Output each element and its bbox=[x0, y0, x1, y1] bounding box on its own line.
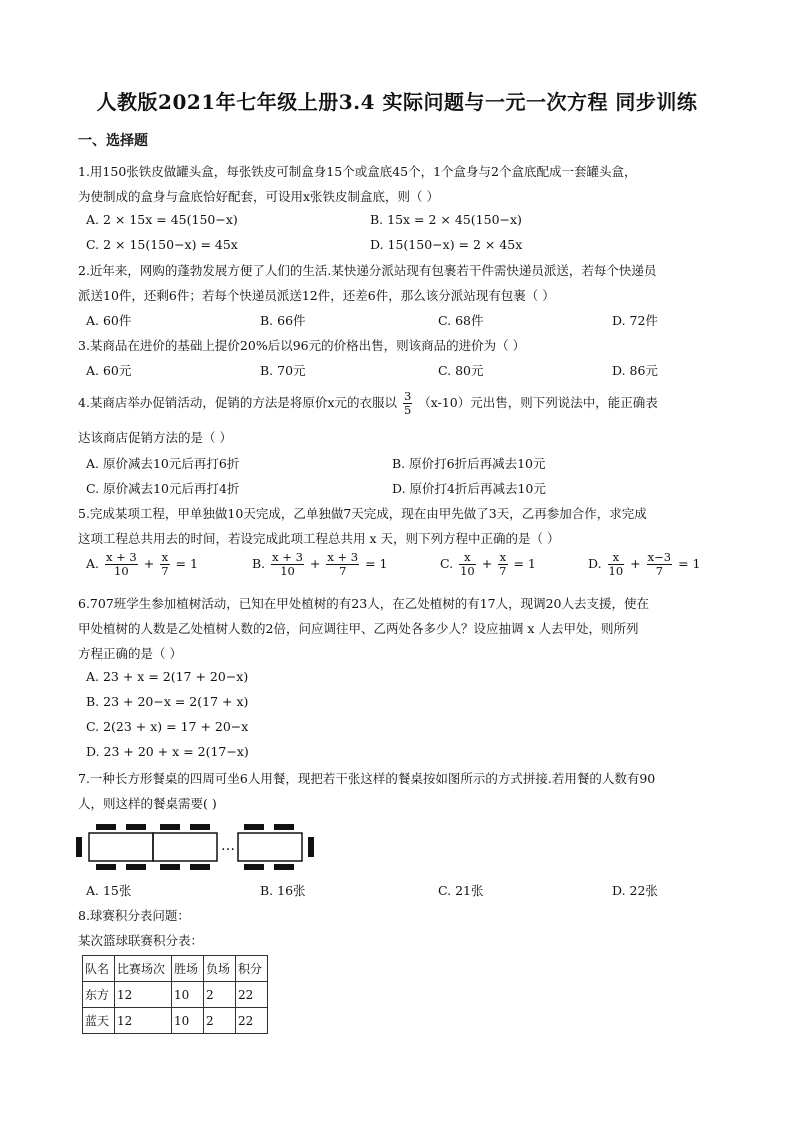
denominator: 10 bbox=[114, 564, 129, 578]
equation-rhs: = 1 bbox=[513, 556, 536, 571]
question-7-text-cont: 人，则这样的餐桌需要( ) bbox=[78, 796, 217, 811]
chair-end-right bbox=[308, 837, 314, 857]
q5-option-b bbox=[252, 551, 388, 578]
table-cell: 2 bbox=[204, 1008, 236, 1034]
numerator: x bbox=[608, 551, 625, 565]
table-row bbox=[83, 1008, 268, 1034]
question-4-text-cont: 达该商店促销方法的是（ ） bbox=[78, 430, 232, 445]
q1-option-b: B. 15x = 2 × 45(150−x) bbox=[370, 212, 522, 227]
q6-option-d: D. 23 + 20 + x = 2(17−x) bbox=[86, 744, 249, 759]
question-6-text-cont: 甲处植树的人数是乙处植树人数的2倍，问应调往甲、乙两处各多少人？设应抽调 x 人去甲处，则所列 bbox=[78, 621, 639, 636]
operator: + bbox=[143, 556, 155, 571]
equation-rhs: = 1 bbox=[678, 556, 701, 571]
q7-option-b: B. 16张 bbox=[260, 883, 306, 898]
table-arrangement-diagram bbox=[76, 820, 316, 876]
question-1-text: 1.用150张铁皮做罐头盒，每张铁皮可制盒身15个或盒底45个，1个盒身与2个盒底配成一套罐头盒， bbox=[78, 164, 637, 179]
question-5-text: 5.完成某项工程，甲单独做10天完成，乙单独做7天完成，现在由甲先做了3天，乙再参加合作，求完成 bbox=[78, 506, 647, 521]
numerator: x bbox=[161, 550, 169, 564]
numerator: x + 3 bbox=[272, 550, 303, 564]
question-4-text bbox=[78, 390, 658, 417]
table-row bbox=[83, 982, 268, 1008]
question-5-text-cont: 这项工程总共用去的时间，若设完成此项工程总共用 x 天，则下列方程中正确的是（ ） bbox=[78, 531, 560, 546]
page-title: 人教版2021年七年级上册3.4 实际问题与一元一次方程 同步训练 bbox=[96, 90, 698, 114]
table-header-cell: 积分 bbox=[236, 956, 268, 982]
fraction bbox=[498, 551, 507, 578]
chair bbox=[190, 864, 210, 870]
q4-option-c: C. 原价减去10元后再打4折 bbox=[86, 481, 240, 496]
q4-fraction-numerator: 3 bbox=[403, 389, 412, 403]
q3-option-c: C. 80元 bbox=[438, 363, 484, 378]
chair bbox=[96, 824, 116, 830]
fraction bbox=[271, 551, 304, 578]
q2-option-c: C. 68件 bbox=[438, 313, 484, 328]
fraction bbox=[459, 551, 476, 578]
table-cell: 东方 bbox=[83, 982, 115, 1008]
chair bbox=[126, 824, 146, 830]
denominator: 7 bbox=[339, 564, 347, 578]
q7-option-c: C. 21张 bbox=[438, 883, 484, 898]
fraction bbox=[160, 551, 169, 578]
table-header-cell: 比赛场次 bbox=[115, 956, 172, 982]
operator: + bbox=[481, 556, 493, 571]
fraction bbox=[326, 551, 359, 578]
chair bbox=[244, 864, 264, 870]
table-cell: 蓝天 bbox=[83, 1008, 115, 1034]
fraction bbox=[647, 551, 672, 578]
table-cell: 12 bbox=[115, 982, 172, 1008]
denominator: 7 bbox=[655, 564, 664, 578]
chair bbox=[126, 864, 146, 870]
chair-end-left bbox=[76, 837, 82, 857]
question-6-text-cont2: 方程正确的是（ ） bbox=[78, 646, 182, 661]
q3-option-d: D. 86元 bbox=[612, 363, 658, 378]
q4-option-d: D. 原价打4折后再减去10元 bbox=[392, 481, 546, 496]
question-3-text: 3.某商品在进价的基础上提价20%后以96元的价格出售，则该商品的进价为（ ） bbox=[78, 338, 526, 353]
numerator: x + 3 bbox=[327, 550, 359, 564]
table-header-cell: 队名 bbox=[83, 956, 115, 982]
q1-option-d: D. 15(150−x) = 2 × 45x bbox=[370, 237, 523, 252]
question-1-text-cont: 为使制成的盒身与盒底恰好配套，可设用x张铁皮制盒底，则（ ） bbox=[78, 189, 440, 204]
table-cell: 22 bbox=[236, 982, 268, 1008]
denominator: 10 bbox=[608, 564, 624, 578]
q5-option-a bbox=[86, 551, 198, 578]
q4-text-before: 4.某商店举办促销活动，促销的方法是将原价x元的衣服以 bbox=[78, 395, 397, 410]
q2-option-a: A. 60件 bbox=[86, 313, 132, 328]
table-header-cell: 胜场 bbox=[172, 956, 204, 982]
chair bbox=[160, 824, 180, 830]
question-2-text-cont: 派送10件，还剩6件；若每个快递员派送12件，还差6件，那么该分派站现有包裹（ ） bbox=[78, 288, 555, 303]
q4-option-a: A. 原价减去10元后再打6折 bbox=[86, 456, 240, 471]
dining-table bbox=[238, 833, 302, 861]
q1-option-c: C. 2 × 15(150−x) = 45x bbox=[86, 237, 238, 252]
numerator: x bbox=[499, 550, 507, 564]
equation-rhs: = 1 bbox=[175, 556, 198, 571]
chair bbox=[274, 864, 294, 870]
numerator: x bbox=[459, 551, 476, 565]
denominator: 7 bbox=[499, 564, 507, 578]
option-label: C. bbox=[440, 556, 454, 571]
ellipsis-text: … bbox=[221, 838, 235, 854]
q4-option-b: B. 原价打6折后再减去10元 bbox=[392, 456, 546, 471]
q4-fraction-denominator: 5 bbox=[403, 403, 412, 417]
question-6-text: 6.707班学生参加植树活动，已知在甲处植树的有23人，在乙处植树的有17人，现调20人去支援，使在 bbox=[78, 596, 650, 611]
chair bbox=[274, 824, 294, 830]
chair bbox=[160, 864, 180, 870]
operator: + bbox=[630, 556, 641, 571]
denominator: 7 bbox=[161, 564, 169, 578]
question-8-subtitle: 某次篮球联赛积分表： bbox=[78, 933, 204, 948]
numerator: x−3 bbox=[647, 550, 672, 564]
numerator: x + 3 bbox=[106, 550, 137, 564]
operator: + bbox=[309, 556, 321, 571]
q5-option-c bbox=[440, 551, 536, 578]
dining-table bbox=[153, 833, 217, 861]
q2-option-d: D. 72件 bbox=[612, 313, 658, 328]
equation-rhs: = 1 bbox=[365, 556, 388, 571]
table-cell: 10 bbox=[172, 982, 204, 1008]
q7-option-d: D. 22张 bbox=[612, 883, 658, 898]
dining-table bbox=[89, 833, 153, 861]
q2-option-b: B. 66件 bbox=[260, 313, 306, 328]
q6-option-a: A. 23 + x = 2(17 + 20−x) bbox=[86, 669, 249, 684]
table-cell: 22 bbox=[236, 1008, 268, 1034]
table-cell: 2 bbox=[204, 982, 236, 1008]
score-table bbox=[82, 955, 268, 1034]
denominator: 10 bbox=[280, 564, 295, 578]
table-header-cell: 负场 bbox=[204, 956, 236, 982]
q4-text-after: （x-10）元出售，则下列说法中，能正确表 bbox=[418, 395, 658, 410]
chair bbox=[190, 824, 210, 830]
chair bbox=[96, 864, 116, 870]
q4-fraction bbox=[403, 390, 412, 417]
question-7-text: 7.一种长方形餐桌的四周可坐6人用餐，现把若干张这样的餐桌按如图所示的方式拼接.若用餐的人数有90 bbox=[78, 771, 656, 786]
q6-option-c: C. 2(23 + x) = 17 + 20−x bbox=[86, 719, 249, 734]
table-cell: 10 bbox=[172, 1008, 204, 1034]
q6-option-b: B. 23 + 20−x = 2(17 + x) bbox=[86, 694, 249, 709]
option-label: A. bbox=[86, 556, 100, 571]
fraction bbox=[608, 551, 625, 578]
section-heading: 一、选择题 bbox=[78, 133, 148, 149]
q5-option-d bbox=[588, 551, 700, 578]
q7-option-a: A. 15张 bbox=[86, 883, 132, 898]
table-header-row bbox=[83, 956, 268, 982]
table-cell: 12 bbox=[115, 1008, 172, 1034]
q3-option-a: A. 60元 bbox=[86, 363, 132, 378]
option-label: D. bbox=[588, 556, 602, 571]
question-2-text: 2.近年来，网购的蓬勃发展方便了人们的生活.某快递分派站现有包裹若干件需快递员派送，若每个快递员 bbox=[78, 263, 657, 278]
question-8-text: 8.球赛积分表问题： bbox=[78, 908, 190, 923]
q3-option-b: B. 70元 bbox=[260, 363, 306, 378]
q1-option-a: A. 2 × 15x = 45(150−x) bbox=[86, 212, 238, 227]
denominator: 10 bbox=[460, 564, 475, 578]
fraction bbox=[105, 551, 138, 578]
chair bbox=[244, 824, 264, 830]
option-label: B. bbox=[252, 556, 266, 571]
